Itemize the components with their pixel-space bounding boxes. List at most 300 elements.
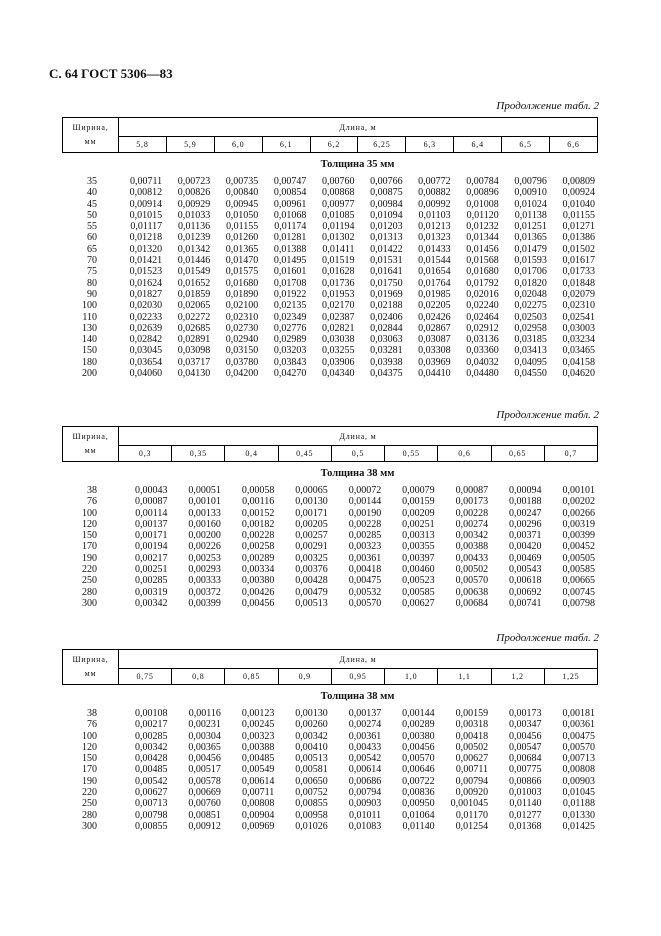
volume-value: 0,01330 [562,809,595,821]
volume-value: 0,03938 [370,356,403,368]
spacer [97,323,117,334]
volume-value: 0,00247 [509,507,542,519]
volume-value: 0,02016 [466,288,499,300]
width-value: 76 [87,496,97,508]
table-row [62,176,598,187]
volume-value: 0,00711 [242,787,275,799]
volume-value: 0,01117 [130,221,163,233]
volume-value: 0,00735 [225,176,259,187]
volume-value: 0,00397 [402,552,435,564]
length-column-header: 6,4 [454,137,502,153]
volume-value: 0,00094 [509,485,542,496]
volume-value: 0,01446 [177,255,211,267]
volume-value: 0,01421 [129,255,163,267]
volume-value: 0,00479 [295,586,328,598]
width-value: 80 [87,277,97,289]
width-value: 120 [82,741,97,753]
volume-value: 0,01064 [402,809,435,821]
volume-value: 0,00851 [188,809,221,821]
volume-value: 0,01260 [225,232,259,244]
volume-value: 0,00274 [455,518,489,530]
volume-value: 0,03234 [562,334,595,346]
volume-value: 0,00798 [134,809,168,821]
volume-value: 0,00855 [295,798,328,810]
volume-value: 0,04130 [177,368,211,380]
volume-value: 0,00380 [241,575,275,587]
volume-value: 0,00130 [295,496,328,508]
volume-value: 0,01519 [321,255,355,267]
width-value: 100 [82,300,97,312]
volume-value: 0,02310 [562,300,595,312]
volume-value: 0,01068 [273,209,307,221]
volume-value: 0,00334 [241,564,275,576]
volume-value: 0,01094 [370,209,403,221]
width-value: 280 [82,586,97,598]
spacer [97,764,117,775]
table-row [62,553,598,564]
volume-value: 0,00638 [455,586,489,598]
volume-value: 0,04032 [466,356,499,368]
spacer [97,244,117,255]
width-value: 75 [87,266,97,278]
width-value: 200 [82,368,97,380]
volume-value: 0,01040 [562,198,595,210]
width-value: 70 [87,255,97,267]
table-row [62,199,598,210]
volume-value: 0,00570 [455,575,489,587]
width-value: 150 [82,345,97,357]
volume-value: 0,02349 [273,311,307,323]
volume-value: 0,00945 [225,198,259,210]
spacer [97,187,117,198]
volume-value: 0,00627 [455,753,489,765]
volume-value: 0,00137 [134,518,168,530]
volume-value: 0,00532 [348,586,382,598]
volume-value: 0,00130 [295,708,328,719]
volume-value: 0,01680 [225,277,259,289]
volume-value: 0,04550 [514,368,547,380]
volume-value: 0,00875 [370,187,403,199]
volume-value: 0,00333 [188,575,221,587]
length-column-header: 0,55 [385,446,438,462]
width-value: 250 [82,798,97,810]
volume-value: 0,04200 [225,368,259,380]
table-row [62,508,598,519]
volume-value: 0,02188 [370,300,403,312]
volume-value: 0,00456 [402,741,435,753]
volume-value: 0,00251 [402,518,435,530]
volume-value: 0,00505 [562,552,595,564]
volume-value: 0,00101 [188,496,221,508]
spacer [97,232,117,243]
volume-value: 0,01750 [370,277,403,289]
length-column-header: 1,25 [544,669,597,685]
table-row [62,776,598,787]
volume-value: 0,00313 [402,530,435,542]
volume-value: 0,00950 [402,798,435,810]
table-row [62,244,598,255]
volume-value: 0,00684 [455,597,489,609]
volume-value: 0,00502 [455,741,489,753]
table-row [62,798,598,809]
volume-value: 0,00475 [348,575,382,587]
volume-value: 0,01479 [514,243,547,255]
volume-value: 0,02842 [129,334,163,346]
volume-value: 0,00517 [188,764,221,776]
volume-value: 0,01827 [129,288,163,300]
volume-value: 0,00144 [402,708,435,719]
spacer [97,731,117,742]
spacer [97,345,117,356]
volume-value: 0,03780 [225,356,259,368]
volume-value: 0,01155 [226,221,259,233]
volume-value: 0,01433 [418,243,451,255]
volume-value: 0,04375 [370,368,403,380]
volume-value: 0,00058 [241,485,275,496]
volume-value: 0,03003 [562,322,595,334]
width-unit: мм [84,137,97,146]
volume-value: 0,01271 [562,221,595,233]
width-value: 170 [82,764,97,776]
spacer [97,278,117,289]
volume-value: 0,00380 [402,730,435,742]
volume-value: 0,00650 [295,775,328,787]
volume-value: 0,00133 [188,507,221,519]
volume-value: 0,01624 [129,277,163,289]
volume-value: 0,00794 [348,787,382,799]
volume-value: 0,02275 [514,300,547,312]
volume-value: 0,01136 [178,221,211,233]
volume-value: 0,01680 [466,266,499,278]
volume-value: 0,00171 [134,530,168,542]
volume-value: 0,00323 [241,730,275,742]
volume-value: 0,00285 [134,730,168,742]
volume-value: 0,00812 [129,187,163,199]
width-value: 280 [82,809,97,821]
volume-value: 0,02240 [466,300,499,312]
volume-value: 0,01820 [514,277,547,289]
width-value: 90 [87,288,97,300]
volume-value: 0,00160 [188,518,221,530]
volume-value: 0,02912 [466,322,499,334]
length-column-header: 0,3 [119,446,172,462]
volume-value: 0,00388 [455,541,489,553]
volume-value: 0,00257 [295,530,328,542]
volume-value: 0,00319 [134,586,168,598]
volume-value: 0,00108 [134,708,168,719]
volume-value: 0,02685 [177,322,211,334]
volume-value: 0,00181 [562,708,595,719]
spacer [97,289,117,300]
continuation-note: Продолжение табл. 2 [496,409,599,421]
table-row [62,541,598,552]
volume-value: 0,03136 [466,334,499,346]
width-column-header [63,118,119,153]
volume-value: 0,00159 [455,708,489,719]
volume-value: 0,02639 [129,322,163,334]
volume-value: 0,01342 [177,243,211,255]
volume-value: 0,00285 [348,530,382,542]
volume-value: 0,04410 [418,368,451,380]
table-row [62,312,598,323]
table-row [62,742,598,753]
volume-value: 0,01313 [370,232,403,244]
volume-value: 0,00289 [241,552,275,564]
volume-value: 0,00116 [188,708,221,719]
length-column-header: 6,1 [262,137,310,153]
volume-value: 0,03654 [129,356,163,368]
volume-value: 0,02844 [370,322,403,334]
volume-value: 0,00840 [225,187,259,199]
volume-value: 0,00502 [455,564,489,576]
volume-value: 0,00713 [562,753,595,765]
table-row [62,255,598,266]
volume-value: 0,02079 [562,288,595,300]
width-label: Ширина, [72,123,109,132]
volume-value: 0,01502 [562,243,595,255]
volume-value: 0,00882 [418,187,451,199]
length-column-header: 0,45 [278,446,331,462]
table-row [62,221,598,232]
volume-value: 0,00226 [188,541,221,553]
width-value: 190 [82,552,97,564]
length-column-header: 6,3 [406,137,454,153]
volume-value: 0,00977 [321,198,355,210]
volume-value: 0,01232 [466,221,499,233]
volume-value: 0,00209 [402,507,435,519]
length-column-header: 0,65 [491,446,544,462]
volume-value: 0,01985 [418,288,451,300]
thickness-caption: Толщина 38 мм [320,468,395,479]
thickness-caption: Толщина 38 мм [320,691,395,702]
volume-value: 0,00355 [402,541,435,553]
volume-value: 0,01470 [225,255,259,267]
table-row [62,278,598,289]
table-block [62,426,598,609]
spacer [97,787,117,798]
volume-value: 0,00868 [321,187,355,199]
table-row [62,187,598,198]
spacer [97,719,117,730]
table-row [62,334,598,345]
volume-value: 0,03281 [370,345,403,357]
width-value: 38 [87,485,97,496]
volume-value: 0,02867 [418,322,451,334]
volume-value: 0,00456 [509,730,542,742]
table-row [62,575,598,586]
length-column-header: 5,8 [119,137,167,153]
volume-value: 0,00903 [562,775,595,787]
table-row [62,323,598,334]
volume-value: 0,01953 [321,288,355,300]
volume-value: 0,01140 [402,820,435,832]
volume-value: 0,00325 [295,552,328,564]
volume-value: 0,00342 [134,597,168,609]
volume-value: 0,00065 [295,485,328,496]
volume-value: 0,00684 [509,753,542,765]
volume-value: 0,02958 [514,322,547,334]
spacer [97,553,117,564]
volume-value: 0,01890 [225,288,259,300]
volume-value: 0,00253 [188,552,221,564]
volume-value: 0,00711 [129,176,163,187]
table-row [62,719,598,730]
volume-value: 0,00079 [402,485,435,496]
volume-value: 0,00686 [348,775,382,787]
length-column-header: 0,6 [438,446,491,462]
volume-value: 0,00388 [241,741,275,753]
table-row [62,530,598,541]
table-row [62,731,598,742]
volume-value: 0,03038 [321,334,355,346]
volume-value: 0,00418 [348,564,382,576]
volume-value: 0,00114 [135,507,168,519]
volume-value: 0,00711 [455,764,489,776]
volume-value: 0,02100 [225,300,259,312]
volume-value: 0,00513 [295,597,328,609]
volume-value: 0,01083 [348,820,382,832]
volume-value: 0,01386 [562,232,595,244]
spacer [97,221,117,232]
volume-value: 0,00961 [273,198,307,210]
width-value: 190 [82,775,97,787]
volume-value: 0,01388 [273,243,307,255]
width-value: 120 [82,518,97,530]
volume-value: 0,03255 [321,345,355,357]
table-row [62,496,598,507]
table-header [62,426,598,462]
width-value: 170 [82,541,97,553]
width-value: 150 [82,753,97,765]
volume-value: 0,00228 [241,530,275,542]
volume-value: 0,00228 [455,507,489,519]
volume-value: 0,01213 [418,221,451,233]
volume-value: 0,00924 [562,187,595,199]
table-row [62,564,598,575]
length-header: Длина, м [119,650,598,669]
table-row [62,787,598,798]
volume-value: 0,02272 [177,311,211,323]
volume-value: 0,00171 [295,507,328,519]
volume-value: 0,00173 [455,496,489,508]
spacer [97,530,117,541]
volume-value: 0,01641 [370,266,403,278]
volume-value: 0,00202 [562,496,595,508]
volume-value: 0,03063 [370,334,403,346]
volume-value: 0,00460 [402,564,435,576]
length-column-header: 0,5 [331,446,384,462]
data-table [62,485,598,609]
spacer [97,496,117,507]
volume-value: 0,00713 [134,798,168,810]
spacer [97,541,117,552]
volume-value: 0,00646 [402,764,435,776]
volume-value: 0,02310 [225,311,259,323]
table-row [62,821,598,832]
volume-value: 0,01170 [455,809,489,821]
volume-value: 0,01344 [466,232,499,244]
width-value: 150 [82,530,97,542]
volume-value: 0,00485 [134,764,168,776]
length-column-header: 0,7 [544,446,597,462]
volume-value: 0,00614 [348,764,382,776]
volume-value: 0,04340 [321,368,355,380]
volume-value: 0,00692 [509,586,542,598]
volume-value: 0,00958 [295,809,328,821]
volume-value: 0,00969 [241,820,275,832]
volume-value: 0,03185 [514,334,547,346]
width-value: 45 [87,198,97,210]
length-column-header: 5,9 [166,137,214,153]
spacer [97,508,117,519]
table-block [62,117,598,379]
volume-value: 0,02406 [370,311,403,323]
length-column-header: 0,4 [225,446,278,462]
spacer [97,798,117,809]
width-value: 220 [82,787,97,799]
volume-value: 0,00418 [455,730,489,742]
volume-value: 0,01323 [418,232,451,244]
volume-value: 0,00304 [188,730,221,742]
table-row [62,300,598,311]
volume-value: 0,00984 [370,198,403,210]
width-column-header [63,427,119,462]
volume-value: 0,00456 [188,753,221,765]
volume-value: 0,00072 [348,485,382,496]
width-value: 60 [87,232,97,244]
volume-value: 0,03413 [514,345,547,357]
volume-value: 0,00361 [348,730,382,742]
volume-value: 0,03045 [129,345,163,357]
volume-value: 0,04270 [273,368,307,380]
volume-value: 0,00428 [134,753,168,765]
volume-value: 0,00087 [455,485,489,496]
volume-value: 0,01593 [514,255,547,267]
volume-value: 0,00914 [129,198,163,210]
volume-value: 0,00618 [509,575,542,587]
volume-value: 0,01617 [562,255,595,267]
table-block [62,649,598,832]
volume-value: 0,00627 [402,597,435,609]
volume-value: 0,00485 [241,753,275,765]
volume-value: 0,02387 [321,311,355,323]
length-column-header: 6,0 [214,137,262,153]
thickness-caption: Толщина 35 мм [320,159,395,170]
volume-value: 0,03203 [273,345,307,357]
volume-value: 0,00152 [241,507,275,519]
volume-value: 0,00293 [188,564,221,576]
table-header [62,649,598,685]
volume-value: 0,00775 [509,764,542,776]
volume-value: 0,00669 [188,787,221,799]
spacer [97,598,117,609]
volume-value: 0,02170 [321,300,355,312]
width-value: 140 [82,334,97,346]
width-label: Ширина, [72,655,109,664]
volume-value: 0,02233 [129,311,163,323]
volume-value: 0,03087 [418,334,451,346]
volume-value: 0,00433 [455,552,489,564]
width-value: 35 [87,176,97,187]
volume-value: 0,00291 [295,541,328,553]
length-header: Длина, м [119,427,598,446]
volume-value: 0,01654 [418,266,451,278]
width-value: 300 [82,597,97,609]
volume-value: 0,02891 [177,334,211,346]
volume-value: 0,01050 [225,209,259,221]
volume-value: 0,00101 [562,485,595,496]
volume-value: 0,00760 [188,798,221,810]
